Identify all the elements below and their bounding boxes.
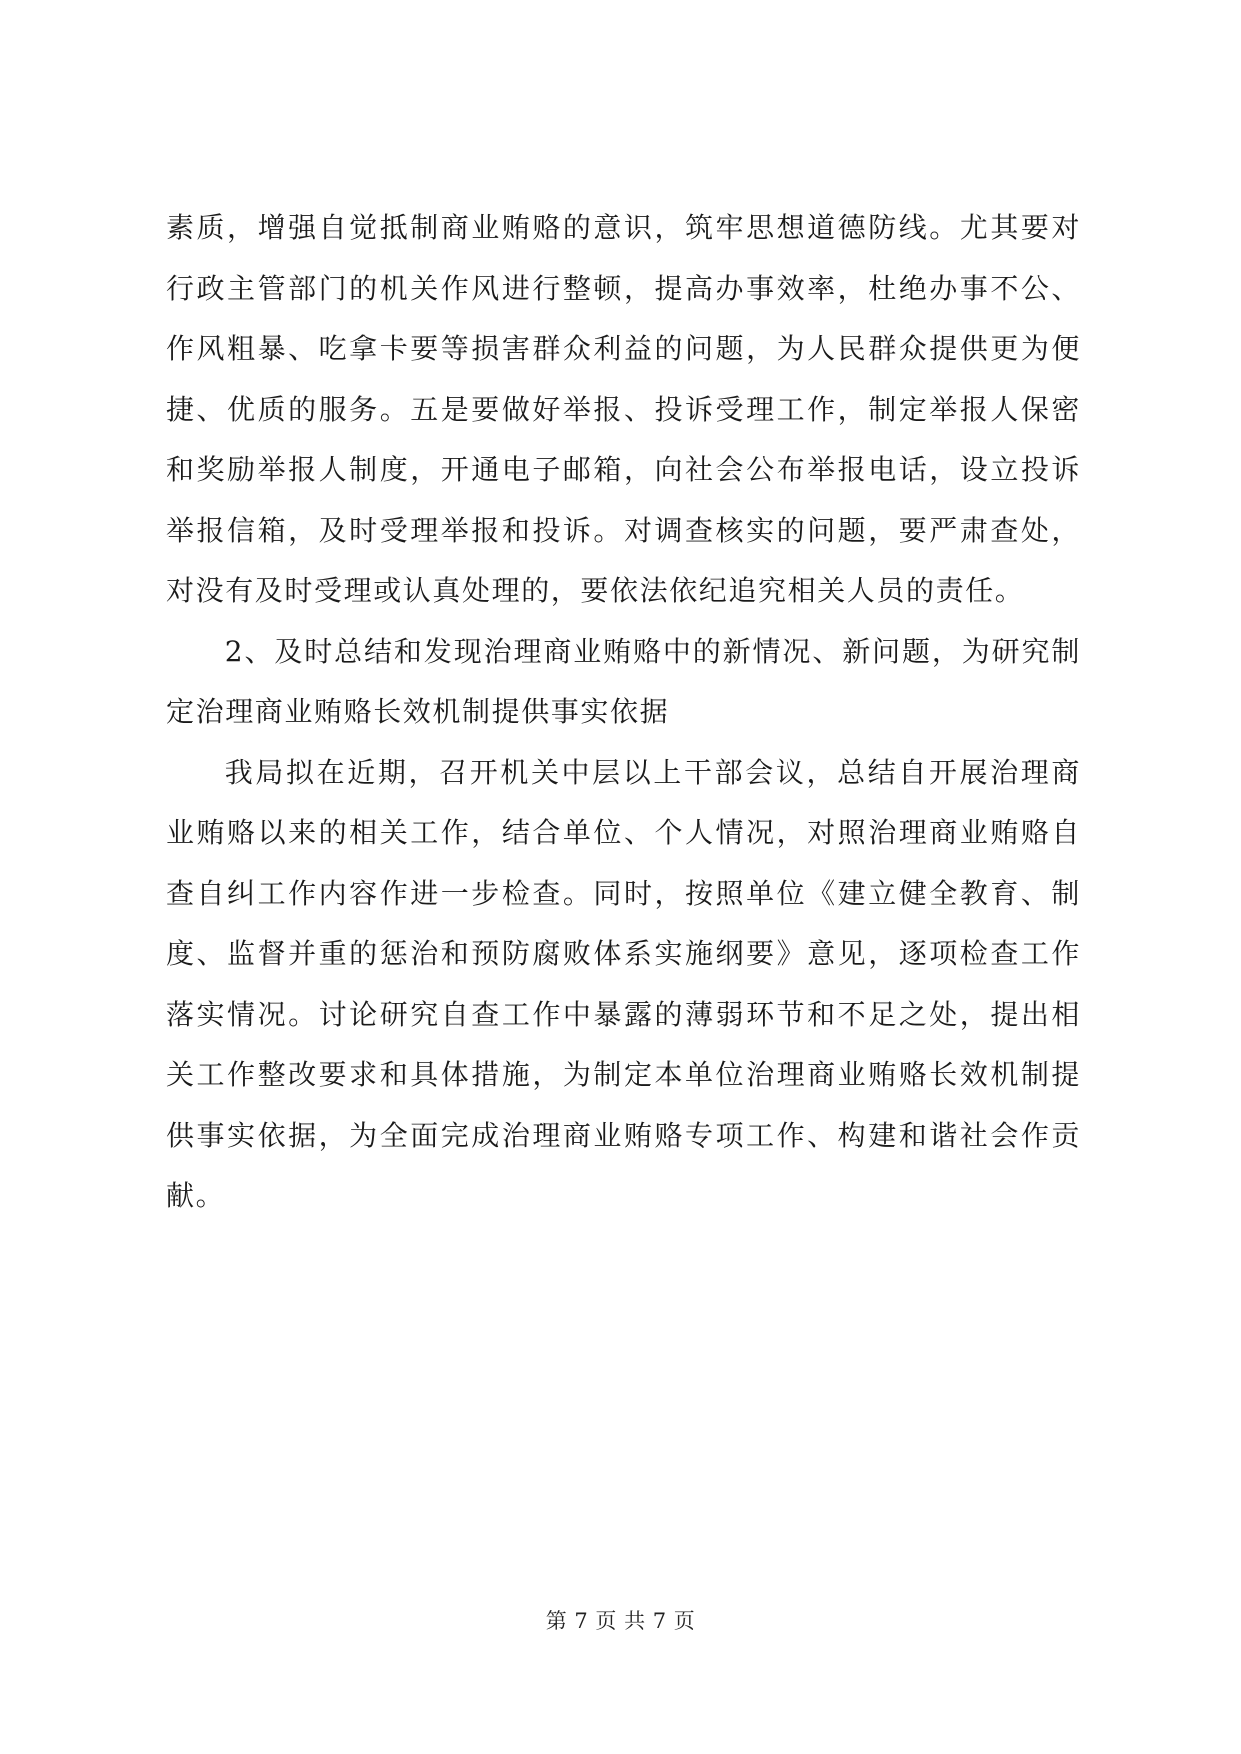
page-footer: [0, 1606, 1241, 1636]
document-body: [166, 198, 1081, 1227]
page-number: 第 7 页 共 7 页: [545, 1609, 696, 1633]
paragraph-body: 我局拟在近期，召开机关中层以上干部会议，总结自开展治理商业贿赂以来的相关工作，结合单位、个人情况，对照治理商业贿赂自查自纠工作内容作进一步检查。同时，按照单位《建立健全教育、制度、监督并重的惩治和预防腐败体系实施纲要》意见，逐项检查工作落实情况。讨论研究自查工作中暴露的薄弱环节和不足之处，提出相关工作整改要求和具体措施，为制定本单位治理商业贿赂长效机制提供事实依据，为全面完成治理商业贿赂专项工作、构建和谐社会作贡献。: [166, 755, 1081, 1212]
section-heading-2: 2、及时总结和发现治理商业贿赂中的新情况、新问题，为研究制定治理商业贿赂长效机制提供事实依据: [166, 634, 1081, 728]
paragraph-continuation: 素质，增强自觉抵制商业贿赂的意识，筑牢思想道德防线。尤其要对行政主管部门的机关作风进行整顿，提高办事效率，杜绝办事不公、作风粗暴、吃拿卡要等损害群众利益的问题，为人民群众提供更为便捷、优质的服务。五是要做好举报、投诉受理工作，制定举报人保密和奖励举报人制度，开通电子邮箱，向社会公布举报电话，设立投诉举报信箱，及时受理举报和投诉。对调查核实的问题，要严肃查处，对没有及时受理或认真处理的，要依法依纪追究相关人员的责任。: [166, 211, 1081, 607]
